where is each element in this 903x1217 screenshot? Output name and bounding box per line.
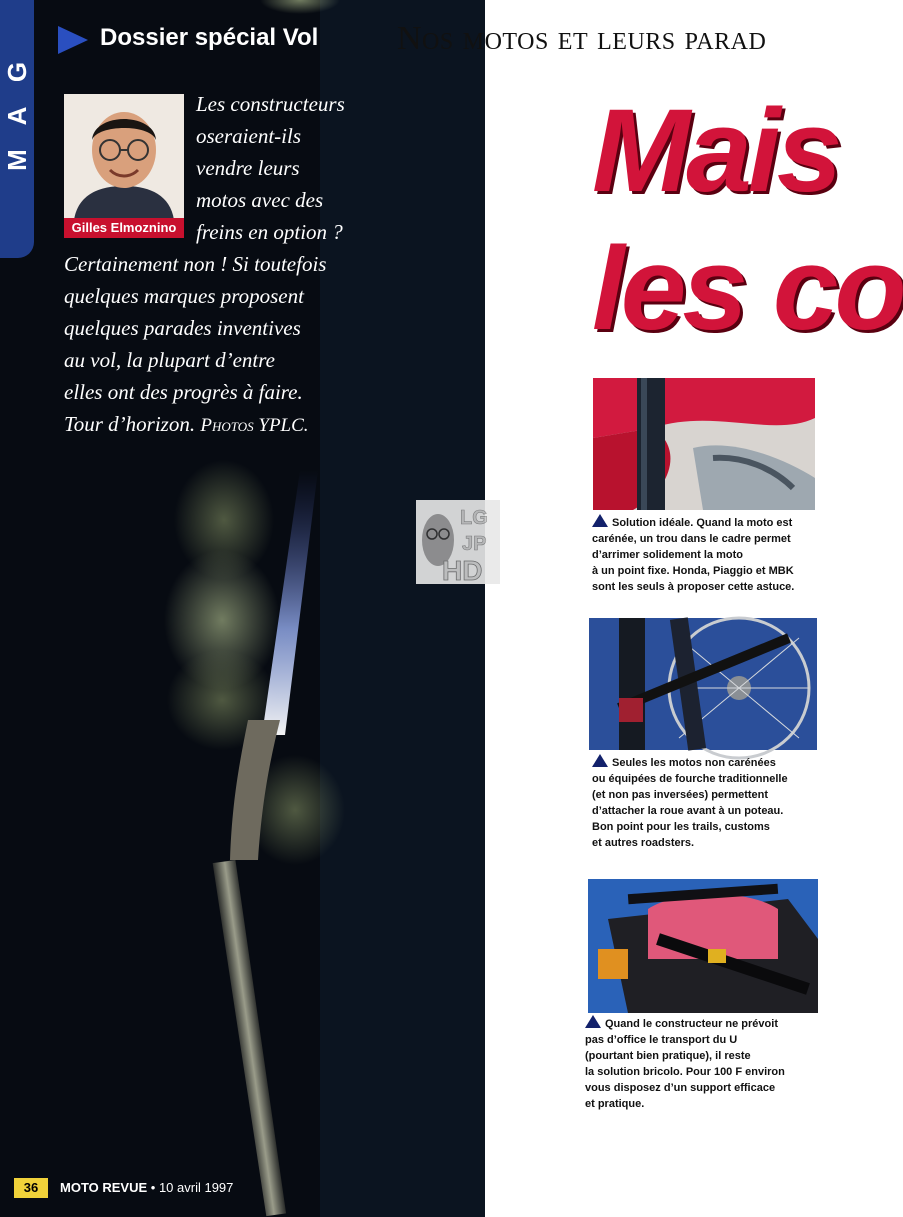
intro-line: Certainement non ! Si toutefois	[64, 252, 327, 276]
photo-caption	[592, 514, 794, 595]
magazine-name: MOTO REVUE	[60, 1180, 148, 1195]
intro-line: freins en option ?	[196, 220, 343, 244]
tab-letter: G	[2, 61, 32, 83]
intro-text-beside-photo	[196, 88, 345, 248]
intro-line: au vol, la plupart d’entre	[64, 348, 275, 372]
caption-line: et pratique.	[585, 1098, 645, 1110]
photo-frame-anchor	[593, 378, 815, 510]
headline-line: les co	[592, 223, 903, 355]
watermark-logo	[416, 500, 500, 584]
caption-line: d’attacher la roue avant à un poteau.	[592, 805, 784, 817]
footer-magazine	[60, 1180, 233, 1195]
caption-line: d’arrimer solidement la moto	[592, 549, 743, 561]
issue-date: 10 avril 1997	[158, 1180, 234, 1195]
intro-last-line	[64, 408, 326, 442]
caption-line: pas d’office le transport du U	[585, 1034, 738, 1046]
caption-line: la solution bricolo. Pour 100 F environ	[585, 1066, 785, 1078]
author-name-label: Gilles Elmoznino	[64, 218, 184, 238]
intro-line: motos avec des	[196, 188, 324, 212]
author-portrait	[64, 94, 184, 220]
caption-line: carénée, un trou dans le cadre permet	[592, 533, 791, 545]
intro-line: oseraient-ils	[196, 124, 301, 148]
triangle-bullet-icon	[585, 1015, 601, 1028]
intro-line: quelques parades inventives	[64, 316, 301, 340]
mag-section-tab	[0, 0, 34, 258]
kicker-arrow-icon	[58, 26, 88, 54]
caption-line: et autres roadsters.	[592, 837, 695, 849]
section-title: Nos motos et leurs parad	[397, 20, 767, 57]
watermark-text: HD	[442, 555, 483, 586]
caption-line: Quand le constructeur ne prévoit	[605, 1018, 778, 1030]
photo-u-lock-rack	[588, 879, 818, 1013]
intro-line: vendre leurs	[196, 156, 300, 180]
photo-credit: Photos YPLC.	[200, 415, 309, 436]
caption-line: Solution idéale. Quand la moto est	[612, 517, 793, 529]
caption-line: vous disposez d’un support efficace	[585, 1082, 776, 1094]
caption-line: Seules les motos non carénées	[612, 757, 776, 769]
watermark-text: LG	[460, 507, 488, 529]
footer-separator: •	[147, 1180, 159, 1195]
intro-line: elles ont des progrès à faire.	[64, 380, 303, 404]
intro-line: Les constructeurs	[196, 92, 345, 116]
triangle-bullet-icon	[592, 514, 608, 527]
intro-line: quelques marques proposent	[64, 284, 304, 308]
photo-front-wheel-lock	[589, 618, 817, 750]
caption-line: à un point fixe. Honda, Piaggio et MBK	[592, 565, 794, 577]
page-number: 36	[14, 1178, 48, 1198]
triangle-bullet-icon	[592, 754, 608, 767]
intro-line: Tour d’horizon.	[64, 412, 196, 436]
photo-caption	[585, 1015, 785, 1112]
intro-text	[64, 248, 326, 442]
photo-caption	[592, 754, 788, 851]
caption-line: ou équipées de fourche traditionnelle	[592, 773, 788, 785]
caption-line: (et non pas inversées) permettent	[592, 789, 769, 801]
caption-line: sont les seuls à proposer cette astuce.	[592, 581, 795, 593]
kicker-title: Dossier spécial Vol	[100, 24, 319, 51]
watermark-text: JP	[462, 533, 487, 555]
caption-line: Bon point pour les trails, customs	[592, 821, 770, 833]
tab-letter: A	[2, 106, 32, 126]
caption-line: (pourtant bien pratique), il reste	[585, 1050, 751, 1062]
headline-line: Mais	[592, 85, 839, 217]
tab-letter: M	[2, 149, 32, 171]
